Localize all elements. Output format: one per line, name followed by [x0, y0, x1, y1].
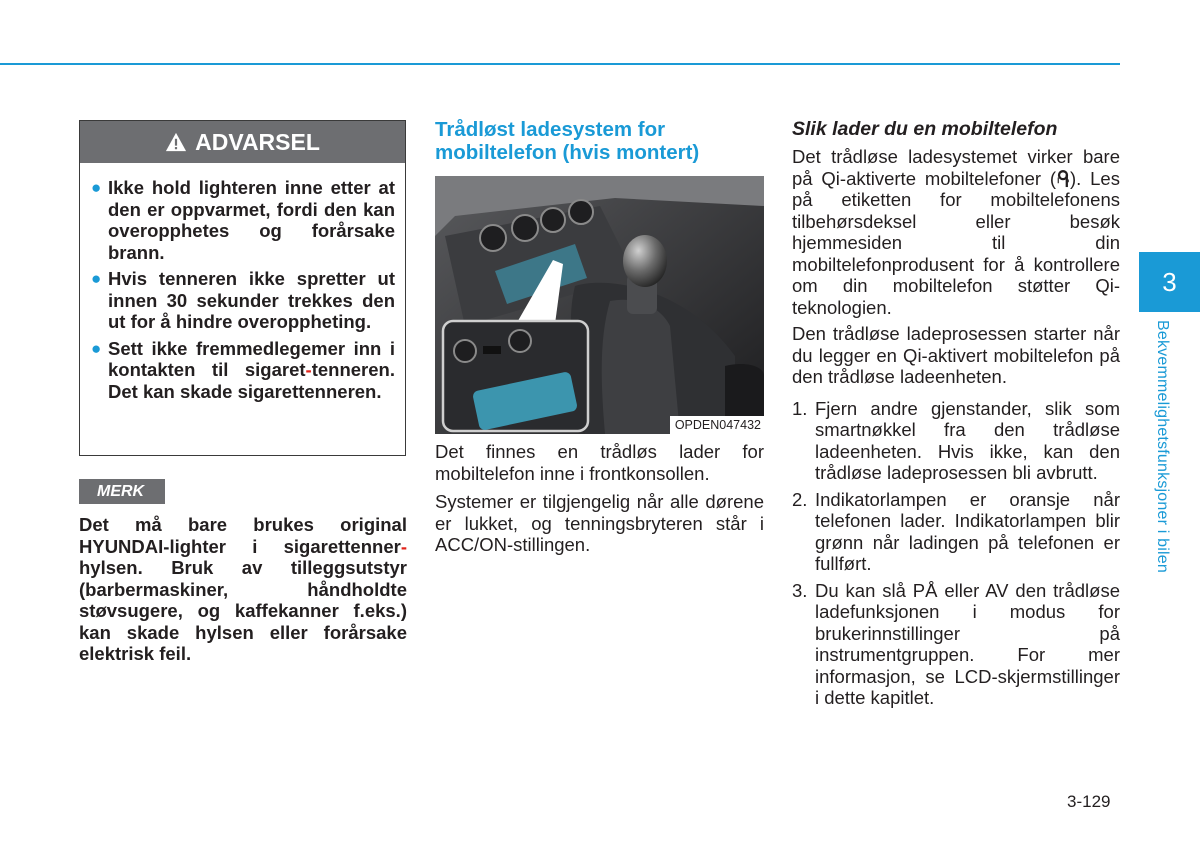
- paragraph: Den trådløse ladeprosessen starter når du legger en Qi-aktivert mobiltelefon på den trådløse ladeenheten.: [792, 323, 1120, 387]
- list-item: 2. Indikatorlampen er oransje når telefonen lader. Indikatorlampen blir grønn når ladingen på telefonen er fullført.: [792, 488, 1120, 574]
- note-badge: MERK: [79, 479, 165, 504]
- hyphen-mark: -: [400, 535, 407, 557]
- warning-box: [79, 120, 406, 456]
- step-number: 1.: [792, 397, 808, 419]
- warning-header: [80, 121, 405, 163]
- console-illustration: [435, 176, 764, 434]
- subsection-title: Slik lader du en mobiltelefon: [792, 118, 1058, 140]
- note-text: Det må bare brukes original HYUNDAI-lighter i sigarettenner-hylsen. Bruk av tilleggsutstyr (barbermaskiner, håndholdte støvsugere, og kaffekanner f.eks.) kan skade hylsen eller forårsake elektrisk feil.: [79, 514, 407, 664]
- qi-icon: [1056, 169, 1070, 188]
- top-rule: [0, 63, 1120, 65]
- list-item: 1. Fjern andre gjenstander, slik som smartnøkkel fra den trådløse ladeenheten. Hvis ikke, kan den trådløse ladeprosessen bli avbrutt.: [792, 397, 1120, 483]
- section-body: [435, 441, 764, 563]
- warning-title: ADVARSEL: [195, 128, 320, 155]
- step-number: 2.: [792, 488, 808, 510]
- warning-item: ● Hvis tenneren ikke spretter ut innen 30 sekunder trekkes den ut for å hindre overoppheting.: [91, 268, 395, 332]
- step-number: 3.: [792, 579, 808, 601]
- bullet-icon: ●: [91, 178, 102, 197]
- warning-item: ● Ikke hold lighteren inne etter at den er oppvarmet, fordi den kan overopphetes og forårsake brann.: [91, 177, 395, 263]
- list-item: 3. Du kan slå PÅ eller AV den trådløse ladefunksjonen i modus for brukerinnstillinger på instrumentgruppen. For mer informasjon, se LCD-skjermstillinger i dette kapitlet.: [792, 579, 1120, 708]
- page-number: 3-129: [1067, 792, 1111, 811]
- bullet-icon: ●: [91, 338, 102, 358]
- chapter-tab: 3: [1139, 252, 1200, 312]
- chapter-title: Bekvemmelighetsfunksjoner i bilen: [1154, 320, 1171, 573]
- paragraph: Det trådløse ladesystemet virker bare på Qi-aktiverte mobiltelefoner ( ). Les på etiketten for mobiltelefonens tilbehørsdeksel eller besøk hjemmesiden til din mobiltelefonprodusent for å kontrollere om din mobiltelefon støtter Qi-teknologien.: [792, 146, 1120, 318]
- warning-item: ● Sett ikke fremmedlegemer inn i kontakten til sigaret-tenneren. Det kan skade sigarettenneren.: [91, 337, 395, 402]
- paragraph: Det finnes en trådløs lader for mobiltelefon inne i frontkonsollen.: [435, 441, 764, 484]
- warning-list: [80, 163, 405, 402]
- paragraph: Systemer er tilgjengelig når alle dørene er lukket, og tenningsbryteren står i ACC/ON-stillingen.: [435, 491, 764, 555]
- bullet-icon: ●: [91, 269, 102, 288]
- console-photo: [435, 176, 764, 434]
- warning-triangle-icon: [165, 131, 187, 153]
- image-code: OPDEN047432: [670, 416, 764, 434]
- section-title: Trådløst ladesystem for mobiltelefon (hvis montert): [435, 118, 700, 164]
- hyphen-mark: -: [305, 359, 312, 380]
- charging-instructions: [792, 118, 1120, 714]
- step-list: [792, 398, 1120, 709]
